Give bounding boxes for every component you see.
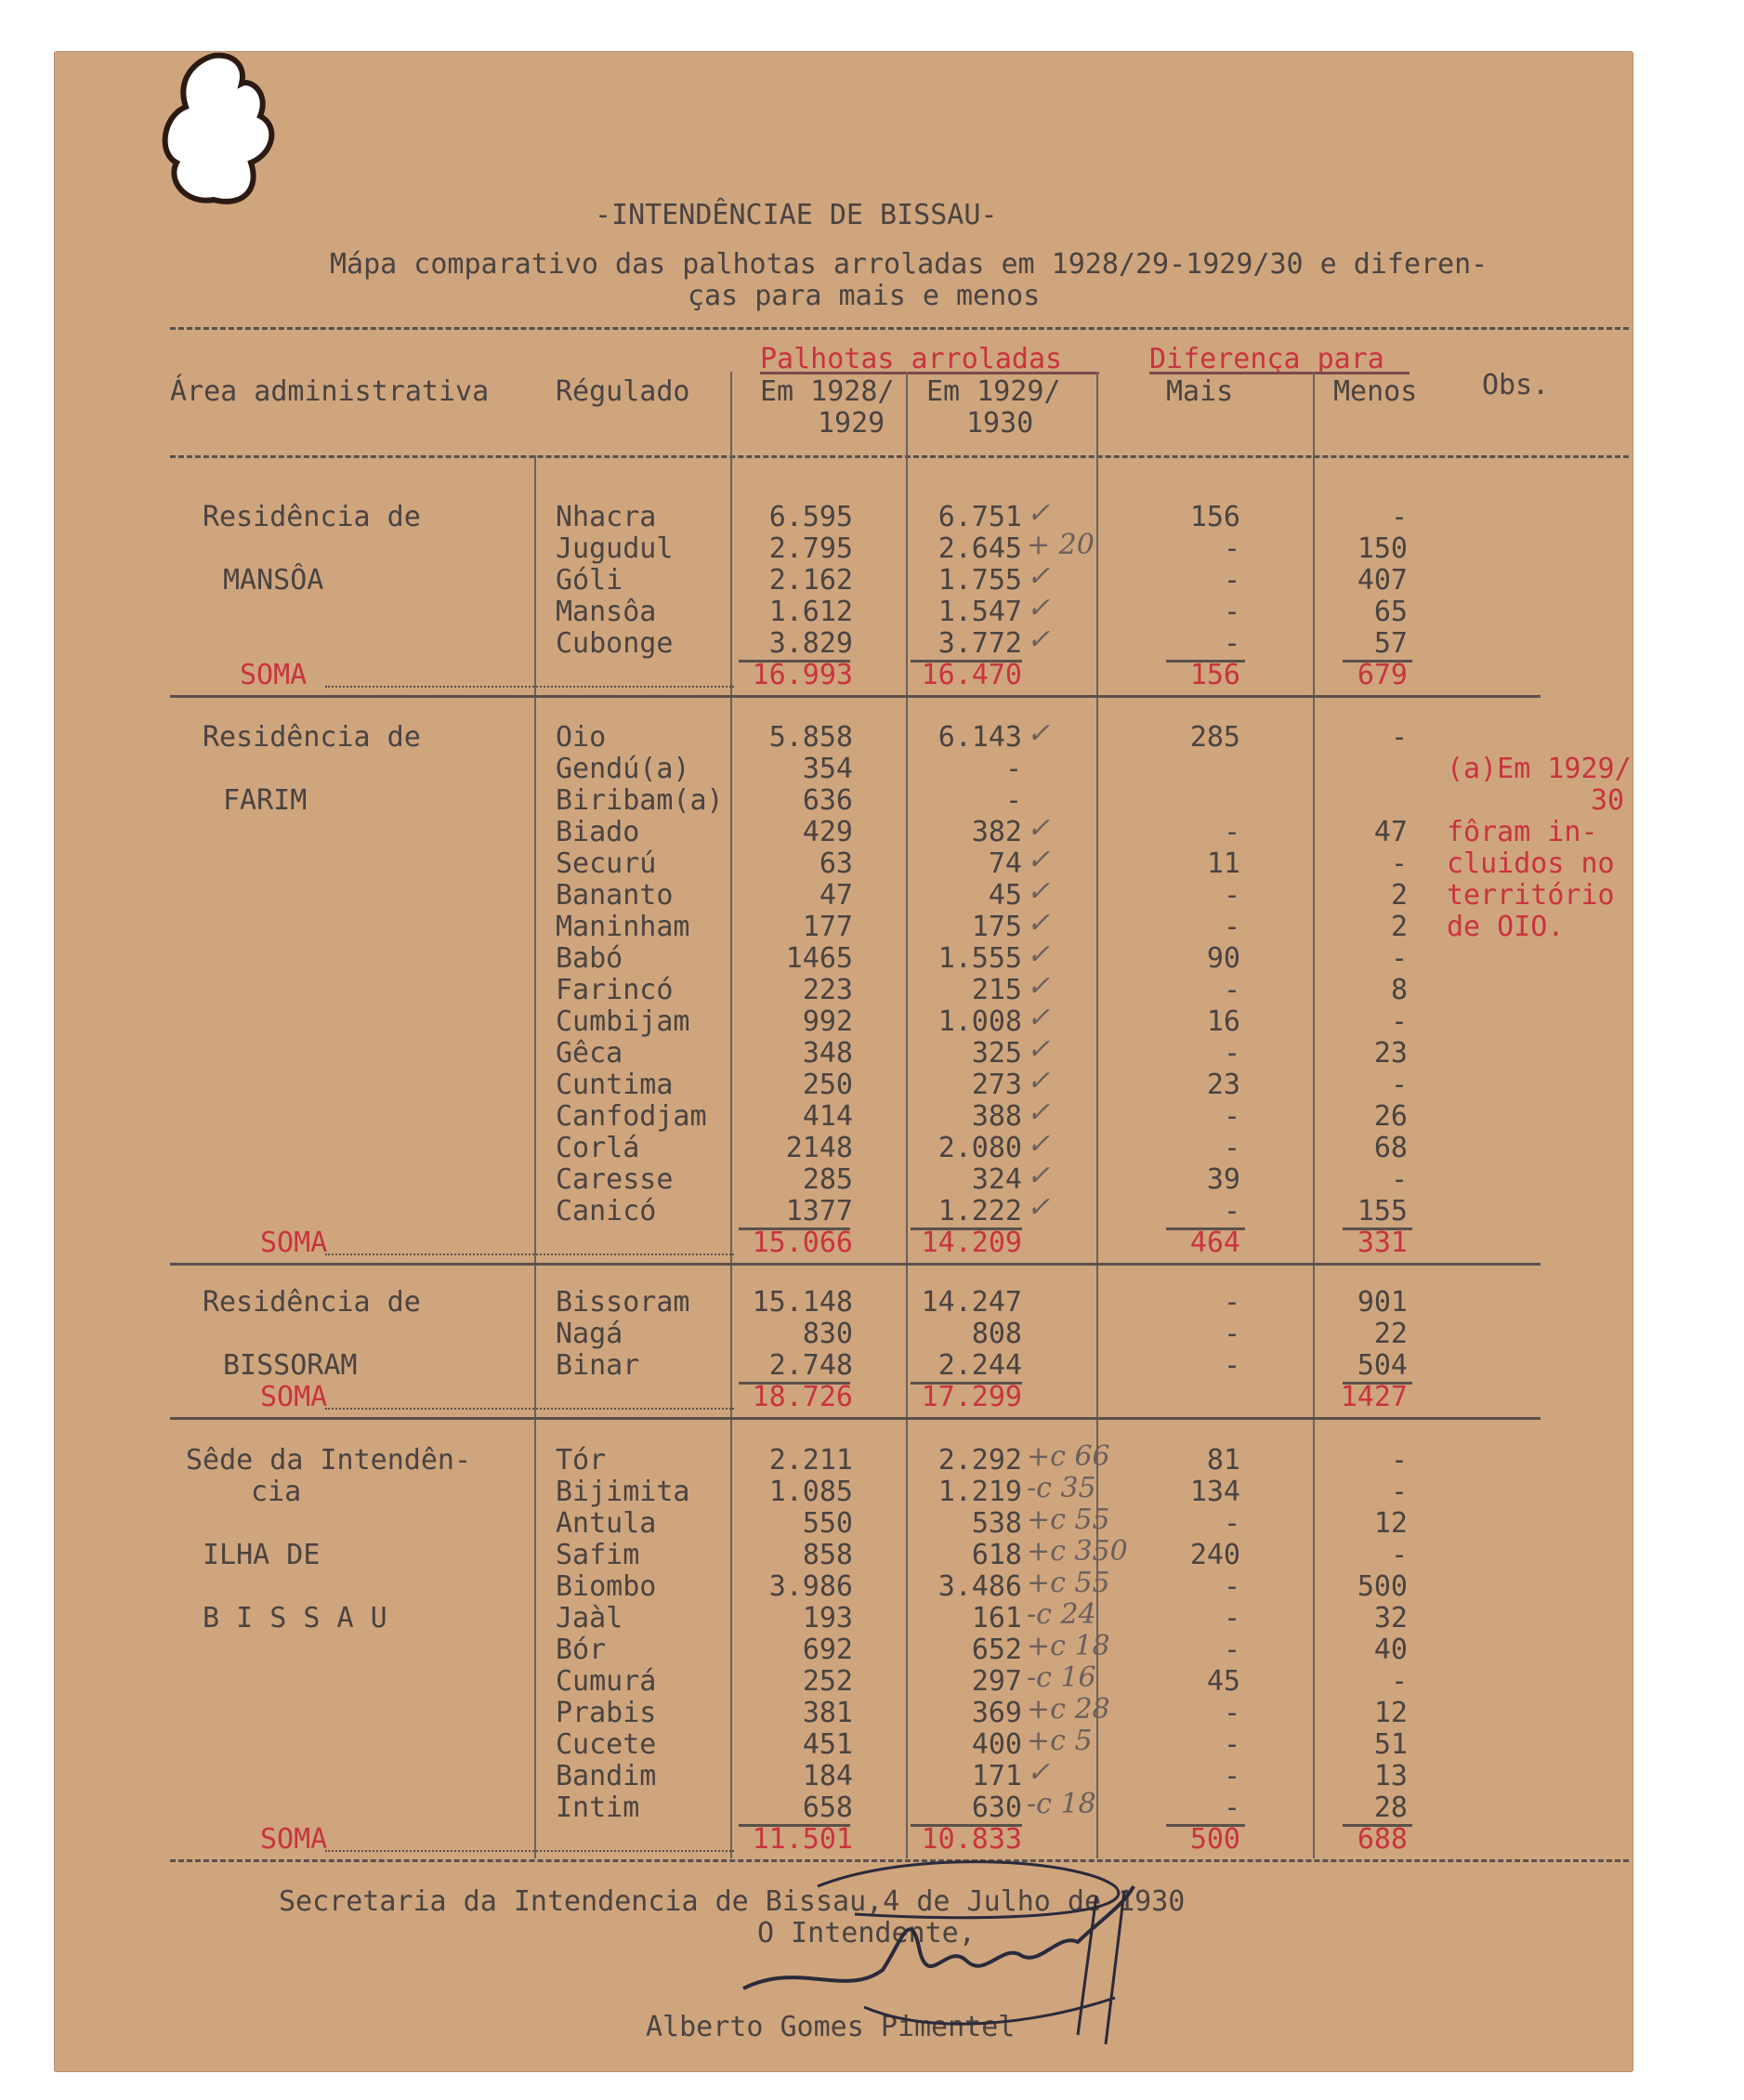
value-menos: 65 bbox=[1373, 596, 1408, 628]
regulado-name: Gendú(a) bbox=[556, 753, 690, 785]
obs-note: (a)Em 1929/ bbox=[1447, 753, 1632, 785]
document-subtitle-1: Mápa comparativo das palhotas arroladas em 1928/29-1929/30 e diferen- bbox=[330, 248, 1488, 281]
value-1928: 252 bbox=[802, 1665, 853, 1698]
soma-1928: 11.501 bbox=[752, 1823, 853, 1856]
value-menos: 47 bbox=[1373, 816, 1408, 848]
handwritten-note: ✓ bbox=[1027, 592, 1051, 624]
soma-menos: 679 bbox=[1357, 659, 1408, 691]
value-menos: - bbox=[1390, 721, 1408, 754]
value-1928: 658 bbox=[802, 1792, 853, 1824]
value-mais: 11 bbox=[1206, 847, 1240, 880]
soma-label: SOMA bbox=[260, 1381, 328, 1413]
soma-mais: 464 bbox=[1189, 1227, 1240, 1259]
value-1928: 354 bbox=[802, 753, 853, 785]
value-1929: 6.751 bbox=[938, 501, 1022, 533]
value-1928: 992 bbox=[802, 1005, 853, 1038]
soma-menos: 1427 bbox=[1340, 1381, 1408, 1413]
value-1929: 369 bbox=[971, 1697, 1022, 1729]
burn-mark-icon bbox=[158, 51, 288, 209]
obs-note: cluidos no bbox=[1447, 847, 1615, 880]
footer-intendente: O Intendente, bbox=[757, 1917, 976, 1949]
area-label: Residência de bbox=[203, 721, 421, 754]
vrule-em1928 bbox=[730, 372, 732, 1858]
value-1929: 2.645 bbox=[938, 532, 1022, 565]
value-menos: 150 bbox=[1357, 532, 1408, 565]
handwritten-note: -c 18 bbox=[1027, 1788, 1096, 1820]
value-1928: 5.858 bbox=[768, 721, 853, 754]
palhotas-underline bbox=[760, 372, 1099, 374]
value-1929: - bbox=[1004, 784, 1022, 817]
value-menos: 57 bbox=[1373, 627, 1408, 660]
value-menos: - bbox=[1390, 501, 1408, 533]
value-1928: 1465 bbox=[785, 942, 853, 975]
value-1928: 2.748 bbox=[768, 1349, 853, 1382]
handwritten-note: + 20 bbox=[1027, 529, 1095, 561]
col-menos: Menos bbox=[1333, 375, 1418, 408]
regulado-name: Binar bbox=[556, 1349, 640, 1382]
value-mais: 16 bbox=[1206, 1005, 1240, 1038]
regulado-name: Oio bbox=[556, 721, 607, 754]
soma-menos: 331 bbox=[1357, 1227, 1408, 1259]
obs-note: fôram in- bbox=[1447, 816, 1598, 848]
value-mais: 134 bbox=[1189, 1476, 1240, 1508]
value-mais: 156 bbox=[1189, 501, 1240, 533]
regulado-name: Nhacra bbox=[556, 501, 657, 533]
area-label: Sêde da Intendên- bbox=[186, 1444, 472, 1477]
value-menos: - bbox=[1390, 1069, 1408, 1101]
col-regulado: Régulado bbox=[556, 375, 690, 408]
value-1929: 1.219 bbox=[938, 1476, 1022, 1508]
document-title: -INTENDÊNCIAE DE BISSAU- bbox=[595, 199, 998, 231]
soma-leader bbox=[325, 1253, 734, 1255]
value-menos: 2 bbox=[1390, 911, 1408, 943]
handwritten-note: ✓ bbox=[1027, 1065, 1051, 1097]
handwritten-note: -c 35 bbox=[1027, 1472, 1096, 1504]
regulado-name: Gêca bbox=[556, 1037, 623, 1070]
soma-label: SOMA bbox=[240, 659, 308, 691]
handwritten-note: +c 18 bbox=[1027, 1630, 1110, 1662]
vrule-regulado bbox=[534, 455, 536, 1858]
regulado-name: Securú bbox=[556, 847, 657, 880]
value-1928: 830 bbox=[802, 1318, 853, 1350]
value-1928: 47 bbox=[819, 879, 853, 912]
value-1928: 2148 bbox=[785, 1132, 853, 1164]
value-1928: 63 bbox=[819, 847, 853, 880]
value-mais: - bbox=[1223, 1507, 1240, 1540]
handwritten-note: -c 24 bbox=[1027, 1598, 1096, 1631]
value-1929: - bbox=[1004, 753, 1022, 785]
value-1928: 2.211 bbox=[768, 1444, 853, 1477]
regulado-name: Cubonge bbox=[556, 627, 674, 660]
soma-label: SOMA bbox=[260, 1227, 328, 1259]
handwritten-note: ✓ bbox=[1027, 560, 1051, 593]
value-1928: 177 bbox=[802, 911, 853, 943]
value-mais: 23 bbox=[1206, 1069, 1240, 1101]
handwritten-note: ✓ bbox=[1027, 1191, 1051, 1224]
soma-1929: 16.470 bbox=[921, 659, 1022, 691]
value-1928: 193 bbox=[802, 1602, 853, 1634]
value-1929: 14.247 bbox=[921, 1286, 1022, 1319]
handwritten-note: -c 16 bbox=[1027, 1661, 1096, 1694]
handwritten-note: ✓ bbox=[1027, 497, 1051, 530]
value-menos: 500 bbox=[1357, 1570, 1408, 1603]
value-1929: 297 bbox=[971, 1665, 1022, 1698]
handwritten-note: ✓ bbox=[1027, 1002, 1051, 1034]
col-palhotas: Palhotas arroladas bbox=[760, 343, 1063, 375]
value-1928: 1.612 bbox=[768, 596, 853, 628]
value-1929: 1.555 bbox=[938, 942, 1022, 975]
area-label: Residência de bbox=[203, 501, 421, 533]
handwritten-note: ✓ bbox=[1027, 1128, 1051, 1161]
handwritten-note: +c 55 bbox=[1027, 1567, 1110, 1599]
regulado-name: Antula bbox=[556, 1507, 657, 1540]
handwritten-note: ✓ bbox=[1027, 812, 1051, 845]
value-1929: 325 bbox=[971, 1037, 1022, 1070]
vrule-em1929 bbox=[906, 372, 908, 1858]
handwritten-note: +c 28 bbox=[1027, 1693, 1110, 1726]
value-mais: - bbox=[1223, 1037, 1240, 1070]
value-menos: 504 bbox=[1357, 1349, 1408, 1382]
value-1928: 451 bbox=[802, 1728, 853, 1761]
regulado-name: Caresse bbox=[556, 1163, 674, 1196]
value-mais: - bbox=[1223, 1570, 1240, 1603]
value-menos: 8 bbox=[1390, 974, 1408, 1006]
value-1929: 324 bbox=[971, 1163, 1022, 1196]
soma-menos: 688 bbox=[1357, 1823, 1408, 1856]
value-menos: 68 bbox=[1373, 1132, 1408, 1164]
value-mais: - bbox=[1223, 627, 1240, 660]
footer-place-date: Secretaria da Intendencia de Bissau,4 de Julho de 1930 bbox=[279, 1885, 1186, 1918]
value-mais: - bbox=[1223, 974, 1240, 1006]
value-1928: 2.162 bbox=[768, 564, 853, 597]
value-1928: 3.986 bbox=[768, 1570, 853, 1603]
value-mais: - bbox=[1223, 1318, 1240, 1350]
handwritten-note: ✓ bbox=[1027, 938, 1051, 971]
col-em1929-a: Em 1929/ bbox=[926, 375, 1061, 408]
col-diferenca: Diferença para bbox=[1149, 343, 1384, 375]
value-1929: 3.486 bbox=[938, 1570, 1022, 1603]
value-menos: - bbox=[1390, 847, 1408, 880]
value-menos: 13 bbox=[1373, 1760, 1408, 1792]
value-1928: 381 bbox=[802, 1697, 853, 1729]
value-1929: 1.008 bbox=[938, 1005, 1022, 1038]
value-1929: 808 bbox=[971, 1318, 1022, 1350]
regulado-name: Canicó bbox=[556, 1195, 657, 1227]
value-mais: 240 bbox=[1189, 1539, 1240, 1571]
value-menos: - bbox=[1390, 1163, 1408, 1196]
value-menos: 12 bbox=[1373, 1507, 1408, 1540]
value-1928: 550 bbox=[802, 1507, 853, 1540]
handwritten-note: +c 5 bbox=[1027, 1725, 1093, 1757]
soma-leader bbox=[325, 1408, 734, 1410]
value-1928: 2.795 bbox=[768, 532, 853, 565]
col-em1929-b: 1930 bbox=[966, 407, 1034, 440]
value-1929: 2.292 bbox=[938, 1444, 1022, 1477]
value-mais: - bbox=[1223, 1195, 1240, 1227]
value-1928: 1.085 bbox=[768, 1476, 853, 1508]
col-mais: Mais bbox=[1166, 375, 1234, 408]
soma-label: SOMA bbox=[260, 1823, 328, 1856]
handwritten-note: ✓ bbox=[1027, 907, 1051, 939]
handwritten-note: ✓ bbox=[1027, 1756, 1051, 1789]
regulado-name: Babó bbox=[556, 942, 623, 975]
value-menos: 32 bbox=[1373, 1602, 1408, 1634]
value-mais: - bbox=[1223, 1728, 1240, 1761]
soma-1928: 18.726 bbox=[752, 1381, 853, 1413]
value-1929: 2.080 bbox=[938, 1132, 1022, 1164]
diferenca-underline bbox=[1149, 372, 1410, 374]
value-mais: - bbox=[1223, 532, 1240, 565]
soma-mais: 500 bbox=[1189, 1823, 1240, 1856]
document-subtitle-2: ças para mais e menos bbox=[688, 280, 1041, 312]
value-mais: 39 bbox=[1206, 1163, 1240, 1196]
area-label: BISSORAM bbox=[223, 1349, 358, 1382]
value-1929: 6.143 bbox=[938, 721, 1022, 754]
value-menos: 23 bbox=[1373, 1037, 1408, 1070]
value-mais: 285 bbox=[1189, 721, 1240, 754]
value-mais: 45 bbox=[1206, 1665, 1240, 1698]
value-menos: - bbox=[1390, 1005, 1408, 1038]
handwritten-note: +c 55 bbox=[1027, 1503, 1110, 1536]
value-menos: 155 bbox=[1357, 1195, 1408, 1227]
regulado-name: Bandim bbox=[556, 1760, 657, 1792]
regulado-name: Góli bbox=[556, 564, 623, 597]
handwritten-note: +c 350 bbox=[1027, 1535, 1128, 1568]
regulado-name: Bór bbox=[556, 1634, 607, 1666]
value-1929: 273 bbox=[971, 1069, 1022, 1101]
value-mais: - bbox=[1223, 1760, 1240, 1792]
value-menos: - bbox=[1390, 942, 1408, 975]
soma-1929: 10.833 bbox=[921, 1823, 1022, 1856]
value-mais: - bbox=[1223, 596, 1240, 628]
regulado-name: Corlá bbox=[556, 1132, 640, 1164]
regulado-name: Bananto bbox=[556, 879, 674, 912]
value-1928: 414 bbox=[802, 1100, 853, 1133]
regulado-name: Cumurá bbox=[556, 1665, 657, 1698]
section-rule bbox=[170, 1263, 1541, 1266]
area-label: Residência de bbox=[203, 1286, 421, 1319]
value-mais: - bbox=[1223, 1100, 1240, 1133]
area-label: FARIM bbox=[223, 784, 308, 817]
regulado-name: Prabis bbox=[556, 1697, 657, 1729]
regulado-name: Jaàl bbox=[556, 1602, 623, 1634]
value-1928: 3.829 bbox=[768, 627, 853, 660]
col-area: Área administrativa bbox=[170, 375, 490, 408]
value-1929: 400 bbox=[971, 1728, 1022, 1761]
regulado-name: Biado bbox=[556, 816, 640, 848]
regulado-name: Bissoram bbox=[556, 1286, 690, 1319]
value-mais: - bbox=[1223, 1286, 1240, 1319]
value-menos: - bbox=[1390, 1665, 1408, 1698]
section-rule bbox=[170, 695, 1541, 698]
col-em1928-b: 1929 bbox=[818, 407, 885, 440]
regulado-name: Cucete bbox=[556, 1728, 657, 1761]
regulado-name: Nagá bbox=[556, 1318, 623, 1350]
value-1929: 382 bbox=[971, 816, 1022, 848]
soma-mais: 156 bbox=[1189, 659, 1240, 691]
obs-note: 30 bbox=[1591, 784, 1625, 817]
regulado-name: Mansôa bbox=[556, 596, 657, 628]
value-1929: 538 bbox=[971, 1507, 1022, 1540]
value-1929: 161 bbox=[971, 1602, 1022, 1634]
value-menos: - bbox=[1390, 1539, 1408, 1571]
value-menos: 2 bbox=[1390, 879, 1408, 912]
vrule-menos bbox=[1313, 372, 1315, 1858]
value-mais: 81 bbox=[1206, 1444, 1240, 1477]
value-mais: - bbox=[1223, 564, 1240, 597]
value-1929: 2.244 bbox=[938, 1349, 1022, 1382]
value-menos: 28 bbox=[1373, 1792, 1408, 1824]
area-label: cia bbox=[251, 1476, 302, 1508]
area-label: B I S S A U bbox=[203, 1602, 387, 1634]
handwritten-note: ✓ bbox=[1027, 1096, 1051, 1129]
value-1929: 652 bbox=[971, 1634, 1022, 1666]
value-1928: 6.595 bbox=[768, 501, 853, 533]
value-mais: - bbox=[1223, 1132, 1240, 1164]
regulado-name: Tór bbox=[556, 1444, 607, 1477]
section-rule bbox=[170, 1417, 1541, 1420]
value-mais: - bbox=[1223, 1602, 1240, 1634]
value-menos: 901 bbox=[1357, 1286, 1408, 1319]
value-1929: 618 bbox=[971, 1539, 1022, 1571]
value-1928: 429 bbox=[802, 816, 853, 848]
col-obs: Obs. bbox=[1482, 369, 1550, 401]
soma-1929: 17.299 bbox=[921, 1381, 1022, 1413]
regulado-name: Biribam(a) bbox=[556, 784, 724, 817]
value-mais: - bbox=[1223, 1792, 1240, 1824]
value-mais: - bbox=[1223, 1349, 1240, 1382]
value-1929: 1.755 bbox=[938, 564, 1022, 597]
soma-1928: 16.993 bbox=[752, 659, 853, 691]
handwritten-note: +c 66 bbox=[1027, 1440, 1110, 1473]
value-1928: 285 bbox=[802, 1163, 853, 1196]
handwritten-note: ✓ bbox=[1027, 875, 1051, 908]
value-1928: 1377 bbox=[785, 1195, 853, 1227]
value-1929: 3.772 bbox=[938, 627, 1022, 660]
value-1929: 45 bbox=[988, 879, 1022, 912]
value-mais: - bbox=[1223, 816, 1240, 848]
value-mais: - bbox=[1223, 1634, 1240, 1666]
value-1928: 692 bbox=[802, 1634, 853, 1666]
regulado-name: Cuntima bbox=[556, 1069, 674, 1101]
value-menos: 22 bbox=[1373, 1318, 1408, 1350]
value-1928: 636 bbox=[802, 784, 853, 817]
soma-1928: 15.066 bbox=[752, 1227, 853, 1259]
soma-leader bbox=[325, 686, 734, 688]
col-em1928-a: Em 1928/ bbox=[760, 375, 895, 408]
handwritten-note: ✓ bbox=[1027, 970, 1051, 1003]
value-1929: 388 bbox=[971, 1100, 1022, 1133]
regulado-name: Farincó bbox=[556, 974, 674, 1006]
area-label: MANSÔA bbox=[223, 564, 324, 597]
signature-icon bbox=[725, 1849, 1171, 2072]
soma-leader bbox=[325, 1850, 734, 1852]
regulado-name: Safim bbox=[556, 1539, 640, 1571]
handwritten-note: ✓ bbox=[1027, 623, 1051, 656]
value-menos: 51 bbox=[1373, 1728, 1408, 1761]
value-1929: 630 bbox=[971, 1792, 1022, 1824]
value-menos: 12 bbox=[1373, 1697, 1408, 1729]
value-1928: 15.148 bbox=[752, 1286, 853, 1319]
value-mais: 90 bbox=[1206, 942, 1240, 975]
value-menos: 40 bbox=[1373, 1634, 1408, 1666]
handwritten-note: ✓ bbox=[1027, 1033, 1051, 1066]
regulado-name: Maninham bbox=[556, 911, 690, 943]
value-1929: 1.222 bbox=[938, 1195, 1022, 1227]
regulado-name: Bijimita bbox=[556, 1476, 690, 1508]
value-menos: 407 bbox=[1357, 564, 1408, 597]
value-1928: 858 bbox=[802, 1539, 853, 1571]
regulado-name: Biombo bbox=[556, 1570, 657, 1603]
value-1928: 348 bbox=[802, 1037, 853, 1070]
value-mais: - bbox=[1223, 879, 1240, 912]
value-1929: 215 bbox=[971, 974, 1022, 1006]
area-label: ILHA DE bbox=[203, 1539, 321, 1571]
footer-name: Alberto Gomes Pimentel bbox=[646, 2011, 1016, 2043]
obs-note: de OIO. bbox=[1447, 911, 1565, 943]
value-mais: - bbox=[1223, 911, 1240, 943]
soma-1929: 14.209 bbox=[921, 1227, 1022, 1259]
regulado-name: Intim bbox=[556, 1792, 640, 1824]
regulado-name: Cumbijam bbox=[556, 1005, 690, 1038]
value-mais: - bbox=[1223, 1697, 1240, 1729]
value-1928: 223 bbox=[802, 974, 853, 1006]
handwritten-note: ✓ bbox=[1027, 717, 1051, 750]
header-rule bbox=[170, 327, 1629, 330]
handwritten-note: ✓ bbox=[1027, 1160, 1051, 1192]
value-1929: 1.547 bbox=[938, 596, 1022, 628]
value-menos: - bbox=[1390, 1476, 1408, 1508]
regulado-name: Jugudul bbox=[556, 532, 674, 565]
value-1929: 175 bbox=[971, 911, 1022, 943]
handwritten-note: ✓ bbox=[1027, 844, 1051, 876]
value-1929: 171 bbox=[971, 1760, 1022, 1792]
value-1928: 184 bbox=[802, 1760, 853, 1792]
regulado-name: Canfodjam bbox=[556, 1100, 707, 1133]
column-header-rule bbox=[170, 455, 1629, 458]
value-1929: 74 bbox=[988, 847, 1022, 880]
obs-note: território bbox=[1447, 879, 1615, 912]
value-1928: 250 bbox=[802, 1069, 853, 1101]
value-menos: 26 bbox=[1373, 1100, 1408, 1133]
value-menos: - bbox=[1390, 1444, 1408, 1477]
